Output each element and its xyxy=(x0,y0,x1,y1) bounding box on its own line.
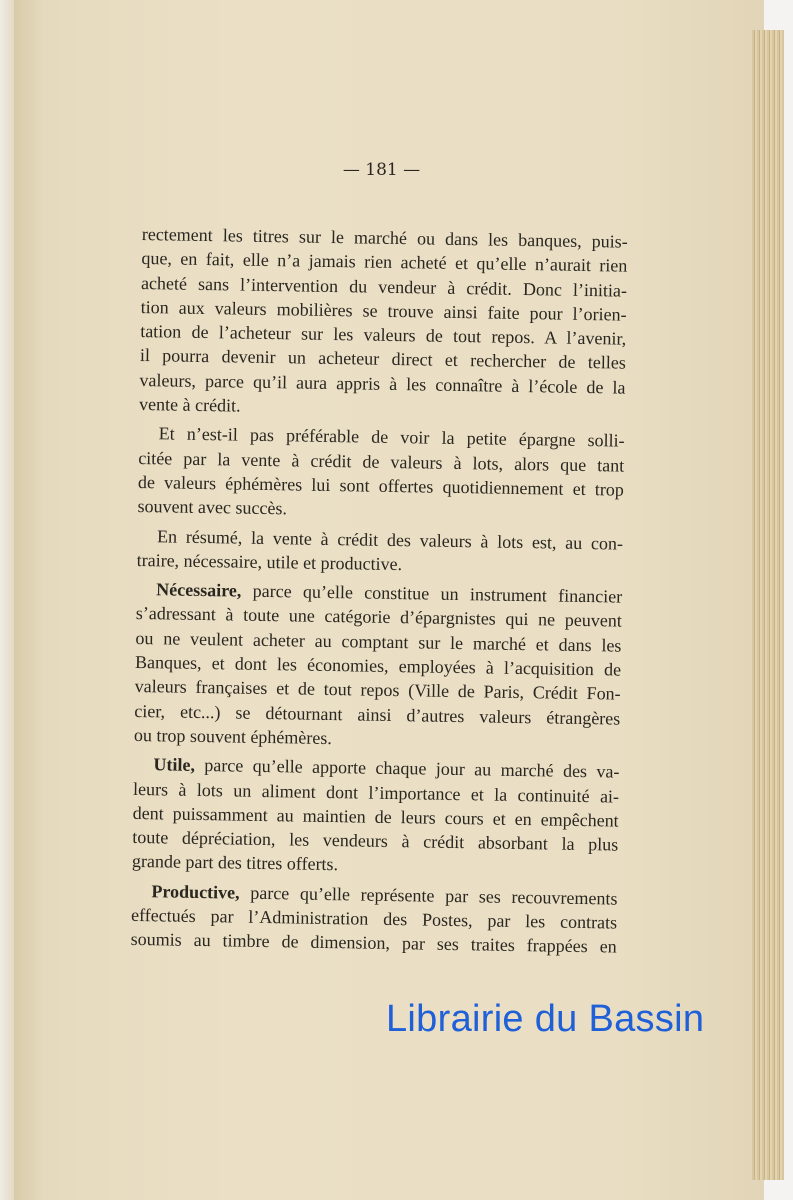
text-line: s’adressant à toute une catégorie d’épargnistes qui ne peuvent xyxy=(135,603,622,632)
text-line: toute dépréciation, les vendeurs à crédit absorbant la plus xyxy=(132,827,619,855)
text-line: traire, nécessaire, utile et productive. xyxy=(136,549,403,574)
text-line: ou trop souvent éphémères. xyxy=(133,724,333,748)
line-text: parce qu’elle représente par ses recouvrements xyxy=(239,882,618,909)
text-line: leurs à lots un aliment dont l’importance et la continuité ai- xyxy=(132,778,620,807)
text-line: que, en fait, elle n’a jamais rien acheté et qu’elle n’aurait rien xyxy=(141,248,628,276)
text-line: souvent avec succès. xyxy=(137,496,288,519)
paragraph xyxy=(134,577,623,755)
paragraph xyxy=(131,879,618,960)
text-line: valeurs françaises et de tout repos (Ville de Paris, Crédit Fon- xyxy=(134,676,621,704)
text-line: tation de l’acheteur sur les valeurs de tout repos. A l’avenir, xyxy=(140,321,627,349)
text-line: Banques, et dont les économies, employées à l’acquisition de xyxy=(134,651,622,680)
text-line: rectement les titres sur le marché ou dans les banques, puis- xyxy=(141,223,628,252)
bold-lead: Nécessaire, xyxy=(156,579,242,601)
paragraph xyxy=(136,524,623,580)
paragraph xyxy=(139,222,628,424)
line-text: parce qu’elle apporte chaque jour au marché des va- xyxy=(194,755,620,782)
watermark: Librairie du Bassin xyxy=(386,998,705,1040)
body-text xyxy=(131,222,628,959)
text-line: il pourra devenir un acheteur direct et rechercher de telles xyxy=(139,345,627,374)
text-line: ou ne veulent acheter au comptant sur le marché et dans les xyxy=(135,627,622,656)
text-line: En résumé, la vente à crédit des valeurs à lots est, au con- xyxy=(156,525,624,554)
paragraph xyxy=(132,752,620,881)
text-line: de valeurs éphémères lui sont offertes quotidiennement et trop xyxy=(137,471,625,500)
text-line: effectués par l’Administration des Postes, par les contrats xyxy=(130,904,618,933)
text-line: grande part des titres offerts. xyxy=(131,851,339,875)
page-stack-edge xyxy=(752,30,784,1180)
paragraph xyxy=(137,421,624,526)
text-line: dent puissamment au maintien de leurs cours et en empêchent xyxy=(132,802,619,831)
text-line: acheté sans l’intervention du vendeur à crédit. Donc l’initia- xyxy=(140,272,628,301)
text-line: tion aux valeurs mobilières se trouve ainsi faite pour l’orien- xyxy=(140,296,627,325)
text-line: soumis au timbre de dimension, par ses traites frappées en xyxy=(130,929,617,957)
page-number: — 181 — xyxy=(342,160,421,180)
text-line: citée par la vente à crédit de valeurs à lots, alors que tant xyxy=(138,447,625,476)
line-text: parce qu’elle constitue un instrument financier xyxy=(241,580,623,607)
bold-lead: Productive, xyxy=(151,880,240,903)
text-line: cier, etc...) se détournant ainsi d’autres valeurs étrangères xyxy=(134,700,621,729)
bold-lead: Utile, xyxy=(153,754,196,776)
text-line: valeurs, parce qu’il aura appris à les connaître à l’école de la xyxy=(139,369,626,398)
text-line: vente à crédit. xyxy=(138,394,241,416)
text-line: Et n’est-il pas préférable de voir la petite épargne solli- xyxy=(158,423,625,451)
